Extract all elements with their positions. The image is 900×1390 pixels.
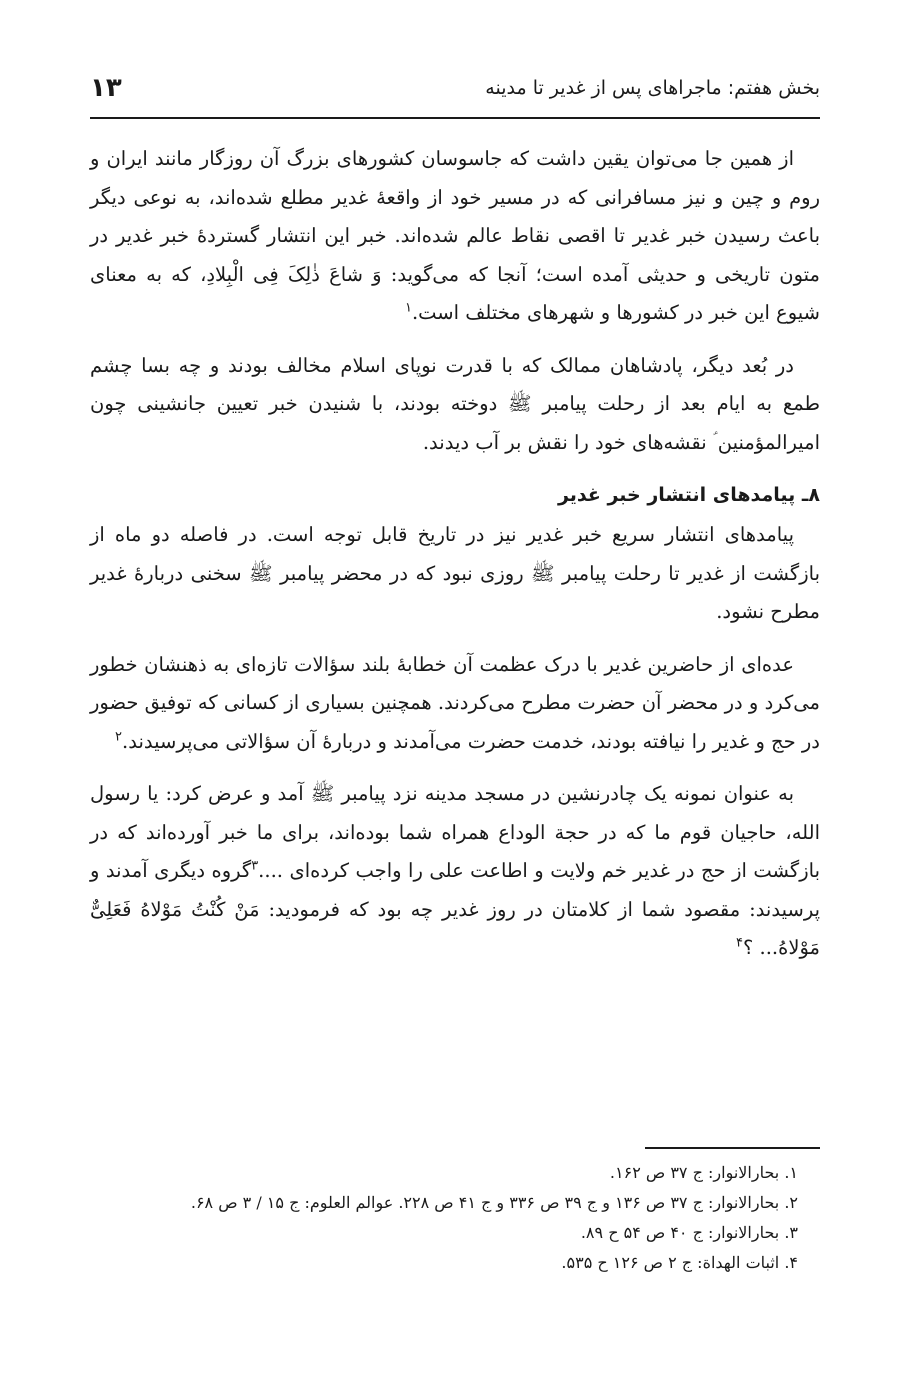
- footnote-item: ۲. بحارالانوار: ج ۳۷ ص ۱۳۶ و ج ۳۹ ص ۳۳۶ و ج ۴۱ ص ۲۲۸. عوالم العلوم: ج ۱۵ / ۳ ص ۶۸.: [190, 1193, 798, 1212]
- paragraph-text: گروه دیگری آمدند و پرسیدند: مقصود شما از کلامتان در روز غدیر چه بود که فرمودید: مَنْ کُنْتُ مَوْلاهُ فَعَلِیٌّ مَوْلاهُ... ؟: [90, 859, 820, 959]
- footnote-ref: ۳: [251, 858, 259, 874]
- page-number: ۱۳: [90, 73, 122, 103]
- section-heading: ۸ـ پیامدهای انتشار خبر غدیر: [557, 484, 820, 506]
- footnote-ref: ۲: [115, 729, 123, 744]
- paragraph-text: به عنوان نمونه یک چادرنشین در مسجد مدینه نزد پیامبر ﷺ آمد و عرض کرد: یا رسول الله، حاجیان قوم ما که در حجة الوداع همراه شما بوده‌اند، برای ما خبر آورده‌اند که در بازگشت از حج در غدیر خم ولایت و اطاعت علی را واجب کرده‌ای ....: [90, 782, 820, 882]
- footnote-ref: ۴: [736, 935, 743, 951]
- footnotes: [90, 1158, 820, 1278]
- footnote-ref: ۱: [404, 300, 412, 316]
- chapter-title: بخش هفتم: ماجراهای پس از غدیر تا مدینه: [485, 77, 820, 99]
- footnote-item: ۴. اثبات الهداة: ج ۲ ص ۱۲۶ ح ۵۳۵.: [561, 1253, 798, 1272]
- main-text: [90, 140, 820, 982]
- paragraph-consequences: [90, 516, 820, 632]
- footnote-item: ۱. بحارالانوار: ج ۳۷ ص ۱۶۲.: [609, 1163, 798, 1182]
- footnote-divider: [645, 1147, 820, 1149]
- paragraph-text: از همین جا می‌توان یقین داشت که جاسوسان کشورهای بزرگ آن روزگار مانند ایران و روم و چین و نیز مسافرانی که در مسیر خود از واقعهٔ غدیر مطلع شده‌اند، به نوعی دیگر باعث رسیدن خبر غدیر تا اقصی نقاط عالم شده‌اند. خبر این انتشار گستردهٔ خبر غدیر در متون تاریخی و حدیثی آمده است؛ آنجا که می‌گوید: وَ شاعَ ذٰلِکَ فِی الْبِلادِ، که به معنای شیوع این خبر در کشورها و شهرهای مختلف است.: [90, 147, 820, 324]
- running-header: [90, 68, 820, 108]
- header-divider: [90, 117, 820, 119]
- footnote-item: ۳. بحارالانوار: ج ۴۰ ص ۵۴ ح ۸۹.: [580, 1223, 798, 1242]
- paragraph-spies: [90, 140, 820, 333]
- paragraph-example: [90, 775, 820, 968]
- paragraph-text: پیامدهای انتشار سریع خبر غدیر نیز در تاریخ قابل توجه است. در فاصله دو ماه از بازگشت از غدیر تا رحلت پیامبر ﷺ روزی نبود که در محضر پیامبر ﷺ سخنی دربارهٔ غدیر مطرح نشود.: [90, 523, 820, 623]
- paragraph-questions: [90, 646, 820, 762]
- paragraph-text: عده‌ای از حاضرین غدیر با درک عظمت آن خطابهٔ بلند سؤالات تازه‌ای به ذهنشان خطور می‌کرد و در محضر آن حضرت مطرح می‌کردند. همچنین بسیاری از کسانی که توفیق حضور در حج و غدیر را نیافته بودند، خدمت حضرت می‌آمدند و دربارهٔ آن سؤالاتی می‌پرسیدند.: [90, 652, 820, 753]
- book-page: [90, 0, 820, 1390]
- paragraph-kings: [90, 347, 820, 463]
- paragraph-text: در بُعد دیگر، پادشاهان ممالک که با قدرت نوپای اسلام مخالف بودند و چه بسا چشم طمع به ایام بعد از رحلت پیامبر ﷺ دوخته بودند، با شنیدن خبر تعیین جانشینی چون امیرالمؤمنین ؑ نقشه‌های خود را نقش بر آب دیدند.: [90, 353, 820, 454]
